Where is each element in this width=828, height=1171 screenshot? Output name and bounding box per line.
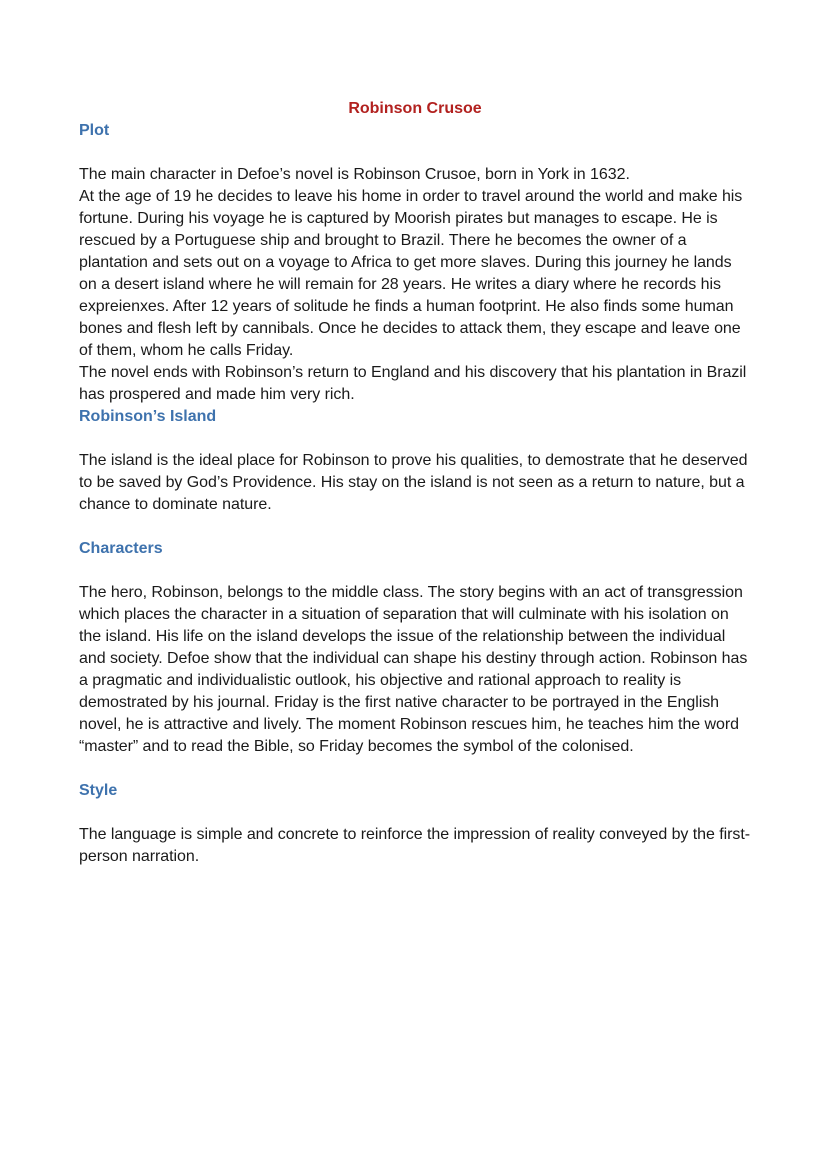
spacer [79,802,751,824]
document-page [79,98,751,868]
plot-paragraph-3: The novel ends with Robinson’s return to England and his discovery that his plantation in Brazil has prospered and made him very rich. [79,364,747,403]
section-heading-island: Robinson’s Island [79,408,217,425]
plot-paragraph-2: At the age of 19 he decides to leave his home in order to travel around the world and make his fortune. During his voyage he is captured by Moorish pirates but manages to escape. He is rescued by a Portuguese ship and brought to Brazil. There he becomes the owner of a plantation and sets out on a voyage to Africa to get more slaves. During this journey he lands on a desert island where he will remain for 28 years. He writes a diary where he records his expreienxes. After 12 years of solitude he finds a human footprint. He also finds some human bones and flesh left by cannibals. Once he decides to attack them, they escape and leave one of them, whom he calls Friday. [79,188,743,359]
section-heading-plot: Plot [79,122,110,139]
style-paragraph-1: The language is simple and concrete to reinforce the impression of reality conveyed by the first-person narration. [79,826,751,865]
characters-paragraph-1: The hero, Robinson, belongs to the middle class. The story begins with an act of transgression which places the character in a situation of separation that will culminate with his isolation on the island. His life on the island develops the issue of the relationship between the individual and society. Defoe show that the individual can shape his destiny through action. Robinson has a pragmatic and individualistic outlook, his objective and rational approach to reality is demostrated by his journal. Friday is the first native character to be portrayed in the English novel, he is attractive and lively. The moment Robinson rescues him, he teaches him the word “master” and to read the Bible, so Friday becomes the symbol of the colonised. [79,584,748,755]
document-title: Robinson Crusoe [348,100,482,117]
spacer [79,516,751,538]
spacer [79,428,751,450]
spacer [79,758,751,780]
section-heading-characters: Characters [79,540,163,557]
plot-paragraph-1: The main character in Defoe’s novel is Robinson Crusoe, born in York in 1632. [79,166,630,183]
spacer [79,142,751,164]
spacer [79,560,751,582]
section-heading-style: Style [79,782,118,799]
island-paragraph-1: The island is the ideal place for Robinson to prove his qualities, to demostrate that he deserved to be saved by God’s Providence. His stay on the island is not seen as a return to nature, but a chance to dominate nature. [79,452,748,513]
